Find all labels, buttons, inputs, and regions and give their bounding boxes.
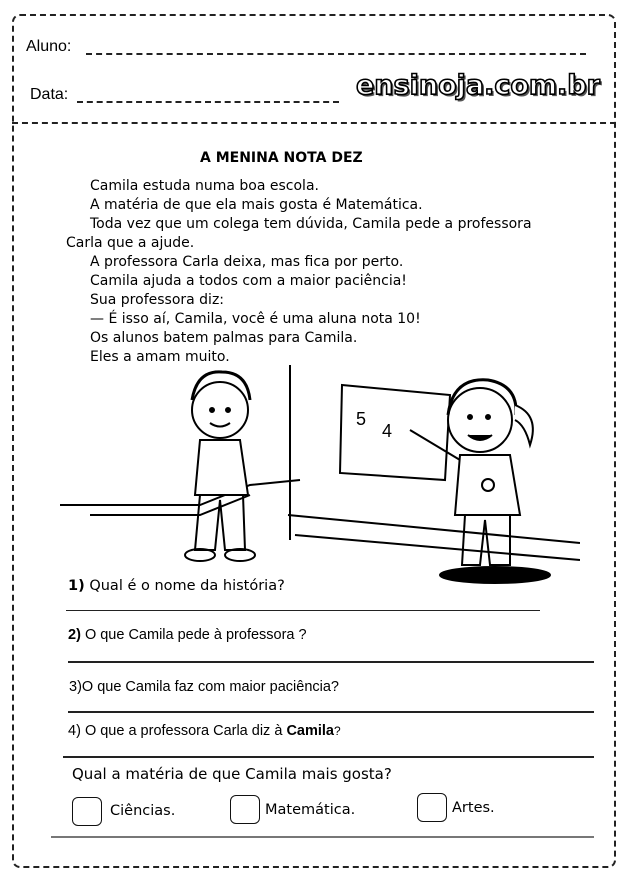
student-label: Aluno: — [26, 38, 72, 55]
story-line: Camila ajuda a todos com a maior paciência! — [90, 273, 407, 289]
site-logo: ensinoja.com.br — [356, 70, 600, 101]
story-line: Toda vez que um colega tem dúvida, Camila pede a professora — [90, 216, 532, 232]
question-text: O que Camila pede à professora ? — [84, 627, 307, 643]
story-line: A professora Carla deixa, mas fica por perto. — [90, 254, 404, 270]
question-number: 1) — [68, 578, 85, 594]
checkbox-ciencias[interactable] — [72, 797, 102, 826]
story-line: — É isso aí, Camila, você é uma aluna nota 10! — [90, 311, 421, 327]
question-number: 4) — [68, 723, 81, 739]
question-text: O que a professora Carla diz à — [84, 723, 287, 739]
story-line: Camila estuda numa boa escola. — [90, 178, 319, 194]
option-label: Artes. — [452, 800, 495, 816]
boy-figure-icon — [185, 372, 255, 561]
option-label: Matemática. — [265, 802, 356, 818]
story-line: A matéria de que ela mais gosta é Matemática. — [90, 197, 423, 213]
question-3 — [69, 679, 339, 695]
checkbox-artes[interactable] — [417, 793, 447, 822]
story-title: A MENINA NOTA DEZ — [200, 150, 363, 166]
story-line: Sua professora diz: — [90, 292, 225, 308]
header-divider — [12, 122, 616, 124]
question-number: 3) — [69, 679, 82, 695]
choice-question: Qual a matéria de que Camila mais gosta? — [72, 765, 392, 783]
option-label: Ciências. — [110, 803, 176, 819]
question-text: O que Camila faz com maior paciência? — [81, 679, 339, 695]
bottom-divider — [51, 836, 594, 838]
question-end: ? — [334, 724, 341, 738]
date-label: Data: — [30, 86, 69, 103]
girl-figure-icon — [410, 380, 550, 583]
story-line: Os alunos batem palmas para Camila. — [90, 330, 358, 346]
student-name-field[interactable] — [86, 53, 586, 55]
date-field[interactable] — [77, 101, 339, 103]
board-number: 4 — [382, 421, 393, 441]
story-line: Eles a amam muito. — [90, 349, 230, 365]
question-1 — [68, 578, 285, 594]
answer-line-2[interactable] — [68, 661, 594, 663]
question-bold-word: Camila — [286, 723, 334, 739]
story-line: Carla que a ajude. — [66, 235, 195, 251]
board-number: 5 — [356, 409, 367, 429]
answer-line-4[interactable] — [63, 756, 594, 758]
question-number: 2) — [68, 627, 81, 643]
answer-line-3[interactable] — [68, 711, 594, 713]
question-4 — [68, 723, 341, 739]
classroom-illustration — [60, 365, 580, 590]
answer-line-1[interactable] — [66, 610, 540, 611]
question-2 — [68, 627, 307, 643]
checkbox-matematica[interactable] — [230, 795, 260, 824]
question-text: Qual é o nome da história? — [89, 578, 285, 594]
